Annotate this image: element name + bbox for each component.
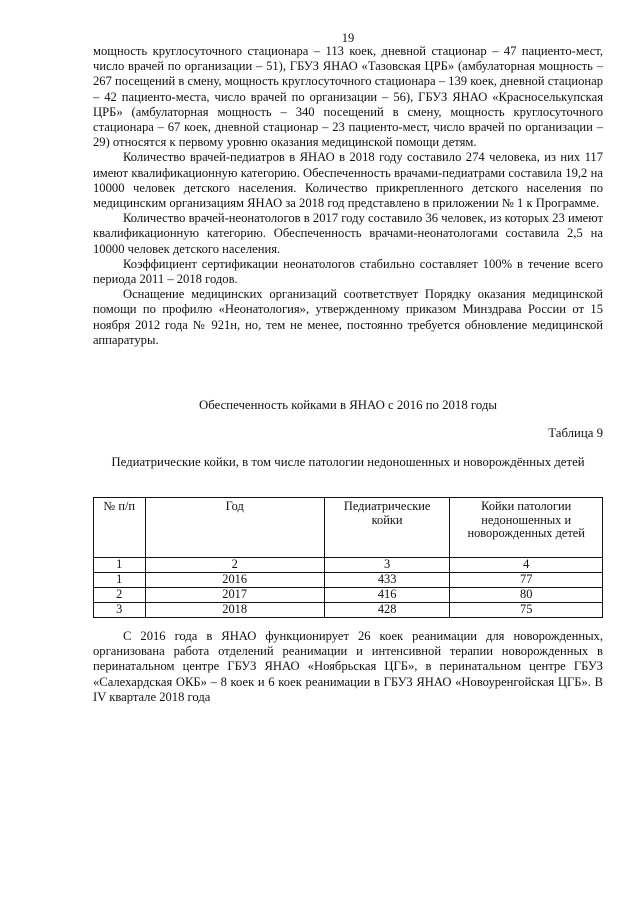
- table-cell: 75: [450, 603, 603, 618]
- table-header-row: [94, 498, 603, 558]
- header-cell-pathology-beds: Койки патологии недоношенных и новорожденных детей: [450, 498, 603, 558]
- body-text-top: [93, 44, 603, 348]
- header-cell-pediatric-beds: Педиатрические койки: [324, 498, 450, 558]
- section-title: Обеспеченность койками в ЯНАО с 2016 по 2018 годы: [198, 398, 497, 412]
- table-cell: 3: [94, 603, 146, 618]
- table-row: [94, 588, 603, 603]
- paragraph: Коэффициент сертификации неонатологов стабильно составляет 100% в течение всего периода 2011 – 2018 годов.: [93, 256, 603, 287]
- table-cell: 416: [324, 588, 450, 603]
- table-cell: 3: [324, 558, 450, 573]
- paragraph: Оснащение медицинских организаций соответствует Порядку оказания медицинской помощи по профилю «Неонатология», утвержденному приказом Минздрава России от 15 ноября 2012 года № 921н, но, тем не менее, постоянно требуется обновление медицинской аппаратуры.: [93, 287, 603, 347]
- table-cell: 4: [450, 558, 603, 573]
- table-cell: 1: [94, 558, 146, 573]
- paragraph: С 2016 года в ЯНАО функционирует 26 коек реанимации для новорожденных, организована работа отделений реанимации и интенсивной терапии новорожденных в перинатальном центре ГБУЗ ЯНАО «Ноябрьская ЦГБ», в перинатальном центре ГБУЗ «Салехардская ОКБ» – 8 коек и 6 коек реанимации в ГБУЗ ЯНАО «Новоуренгойская ЦГБ». В IV квартале 2018 года: [93, 629, 603, 704]
- header-cell-number: № п/п: [94, 498, 146, 558]
- table-cell: 2: [145, 558, 324, 573]
- table-cell: 433: [324, 573, 450, 588]
- table-cell: 1: [94, 573, 146, 588]
- paragraph: мощность круглосуточного стационара – 113 коек, дневной стационар – 47 пациенто-мест, число врачей по организации – 51), ГБУЗ ЯНАО «Тазовская ЦРБ» (амбулаторная мощность – 267 посещений в смену, мощность круглосуточного стационара – 139 коек, дневной стационар – 42 пациенто-места, число врачей по организации – 56), ГБУЗ ЯНАО «Красноселькупская ЦРБ» (амбулаторная мощность – 340 посещений в смену, мощность круглосуточного стационара – 67 коек, дневной стационар – 23 пациенто-мест, число врачей по организации – 29) относятся к первому уровню оказания медицинской помощи детям.: [93, 44, 603, 150]
- table-label: Таблица 9: [548, 426, 603, 440]
- paragraph: Количество врачей-неонатологов в 2017 году составило 36 человек, из которых 23 имеют квалификационную категорию. Обеспеченность врачами-неонатологами составила 2,5 на 10000 человек детского населения.: [93, 211, 603, 256]
- table-row: [94, 573, 603, 588]
- table-cell: 2017: [145, 588, 324, 603]
- table-cell: 2: [94, 588, 146, 603]
- body-text-bottom: [93, 629, 603, 705]
- page-number: 19: [341, 31, 355, 45]
- beds-table: [93, 497, 603, 618]
- table-caption: Педиатрические койки, в том числе патологии недоношенных и новорождённых детей: [111, 455, 585, 469]
- table-cell: 2016: [145, 573, 324, 588]
- table-cell: 428: [324, 603, 450, 618]
- table-row: [94, 558, 603, 573]
- table-cell: 80: [450, 588, 603, 603]
- table-row: [94, 603, 603, 618]
- table-cell: 77: [450, 573, 603, 588]
- paragraph: Количество врачей-педиатров в ЯНАО в 2018 году составило 274 человека, из них 117 имеют квалификационную категорию. Обеспеченность врачами-педиатрами составила 19,2 на 10000 человек детского населения. Количество прикрепленного детского населения по медицинским организациям ЯНАО за 2018 год представлено в приложении № 1 к Программе.: [93, 150, 603, 211]
- header-cell-year: Год: [145, 498, 324, 558]
- table-cell: 2018: [145, 603, 324, 618]
